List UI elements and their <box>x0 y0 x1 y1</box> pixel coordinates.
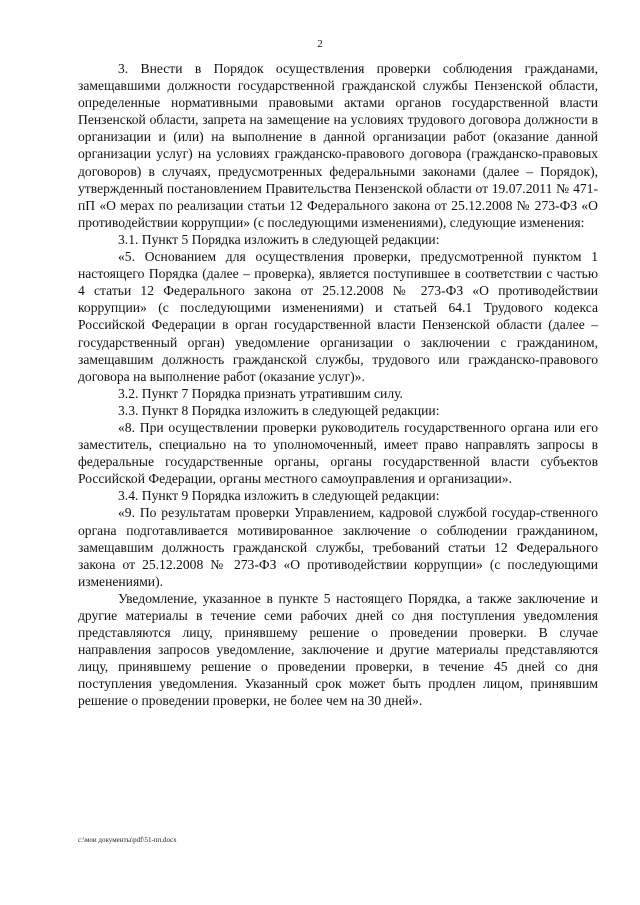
page-number: 2 <box>317 38 323 50</box>
paragraph-quote-point-8: «8. При осуществлении проверки руководитель государственного органа или его заместитель, специально на то уполномоченный, имеет право направлять запросы в федеральные государственные органы, органы государственной власти субъектов Российской Федерации, органы местного самоуправления и организации». <box>78 419 598 487</box>
footer-file-path: c:\мои документы\pdf\51-пп.docx <box>78 836 177 844</box>
paragraph-quote-point-9-continued: Уведомление, указанное в пункте 5 настоящего Порядка, а также заключение и другие материалы в течение семи рабочих дней со дня поступления уведомления представляются лицу, принявшему решение о проведении проверки. В случае направления запросов уведомление, заключение и другие материалы представляются лицу, принявшему решение о проведении проверки, в течение 45 дней со дня поступления уведомления. Указанный срок может быть продлен лицом, принявшим решение о проведении проверки, не более чем на 30 дней». <box>78 590 598 709</box>
paragraph-subitem-3-1: 3.1. Пункт 5 Порядка изложить в следующей редакции: <box>118 231 440 247</box>
paragraph-subitem-3-3: 3.3. Пункт 8 Порядка изложить в следующей редакции: <box>118 402 440 418</box>
paragraph-quote-point-5: «5. Основанием для осуществления проверки, предусмотренной пунктом 1 настоящего Порядка (далее – проверка), является поступившее в соответствии с частью 4 статьи 12 Федерального закона от 25.12.2008 № 273-ФЗ «О противодействии коррупции» (с последующими изменениями) и статьей 64.1 Трудового кодекса Российской Федерации в орган государственной власти Пензенской области (далее – государственный орган) уведомление организации о заключении с гражданином, замещавшим должность гражданской службы, трудового или гражданско-правового договора на выполнение работ (оказание услуг)». <box>78 249 598 384</box>
paragraph-subitem-3-2: 3.2. Пункт 7 Порядка признать утратившим силу. <box>118 385 403 401</box>
paragraph-quote-point-9: «9. По результатам проверки Управлением, кадровой службой государ-ственного органа подготавливается мотивированное заключение о соблюдении гражданином, замещавшим должность гражданской службы, требований статьи 12 Федерального закона от 25.12.2008 № 273-ФЗ «О противодействии коррупции» (с последующими изменениями). <box>78 505 598 589</box>
document-body <box>78 60 598 710</box>
paragraph-subitem-3-4: 3.4. Пункт 9 Порядка изложить в следующей редакции: <box>118 488 440 504</box>
paragraph-item-3: 3. Внести в Порядок осуществления проверки соблюдения гражданами, замещавшими должности государственной гражданской службы Пензенской области, определенные нормативными правовыми актами органов государственной власти Пензенской области, запрета на замещение на условиях трудового договора должности в организации и (или) на выполнение в данной организации работ (оказание данной организации услуг) на условиях гражданско-правового договора (гражданско-правовых договоров) в случаях, предусмотренных федеральными законами (далее – Порядок), утвержденный постановлением Правительства Пензенской области от 19.07.2011 № 471-пП «О мерах по реализации статьи 12 Федерального закона от 25.12.2008 № 273-ФЗ «О противодействии коррупции» (с последующими изменениями), следующие изменения: <box>78 61 598 230</box>
